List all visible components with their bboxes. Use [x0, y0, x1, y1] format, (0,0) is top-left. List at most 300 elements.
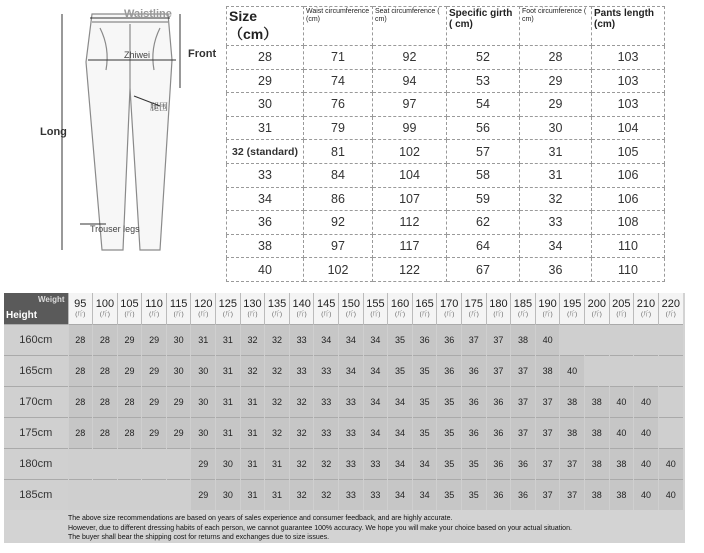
measure-cell: 79	[304, 116, 373, 140]
size-recommendation-cell: 28	[93, 325, 118, 356]
weight-header-cell	[609, 293, 634, 325]
size-recommendation-cell: 38	[560, 387, 585, 418]
size-recommendation-cell: 35	[388, 325, 413, 356]
size-recommendation-cell	[609, 325, 634, 356]
size-recommendation-cell: 32	[289, 449, 314, 480]
size-recommendation-cell: 33	[339, 418, 364, 449]
waist-header: Waist circumference (cm)	[304, 7, 373, 46]
measure-cell: 103	[592, 93, 665, 117]
measure-cell: 34	[520, 234, 592, 258]
size-recommendation-cell: 35	[437, 449, 462, 480]
size-row	[227, 69, 665, 93]
size-recommendation-cell	[560, 325, 585, 356]
size-recommendation-cell: 30	[191, 418, 216, 449]
weight-unit: (斤)	[517, 312, 528, 318]
weight-height-table	[4, 293, 683, 510]
height-label: 185cm	[4, 480, 68, 511]
size-recommendation-cell: 40	[634, 449, 659, 480]
size-recommendation-cell: 33	[339, 387, 364, 418]
size-cell: 32 (standard)	[227, 140, 304, 164]
size-recommendation-cell	[93, 449, 118, 480]
size-recommendation-cell	[142, 449, 167, 480]
weight-header-cell	[363, 293, 388, 325]
size-row	[227, 187, 665, 211]
size-recommendation-cell: 35	[412, 356, 437, 387]
size-recommendation-cell: 37	[560, 449, 585, 480]
size-recommendation-cell: 31	[216, 387, 241, 418]
size-recommendation-cell: 29	[191, 480, 216, 511]
size-row	[227, 258, 665, 282]
size-recommendation-cell: 31	[265, 449, 290, 480]
size-recommendation-cell: 32	[314, 480, 339, 511]
note-line: The buyer shall bear the shipping cost for returns and exchanges due to size issues.	[68, 534, 330, 541]
weight-unit: (斤)	[75, 312, 86, 318]
size-recommendation-cell: 29	[142, 418, 167, 449]
weight-value: 180	[489, 298, 508, 310]
measure-cell: 52	[447, 46, 520, 70]
measure-cell: 57	[447, 140, 520, 164]
size-recommendation-cell: 37	[535, 449, 560, 480]
weight-unit: (斤)	[222, 312, 233, 318]
size-recommendation-cell: 34	[339, 325, 364, 356]
measure-cell: 102	[304, 258, 373, 282]
weight-value: 110	[145, 298, 163, 310]
weight-unit: (斤)	[567, 312, 578, 318]
measure-cell: 29	[520, 93, 592, 117]
weight-unit: (斤)	[149, 312, 160, 318]
weight-unit: (斤)	[616, 312, 627, 318]
size-recommendation-cell	[117, 449, 142, 480]
size-recommendation-cell: 37	[511, 418, 536, 449]
measure-cell: 56	[447, 116, 520, 140]
weight-value: 100	[95, 298, 115, 310]
pants-diagram	[0, 0, 222, 270]
size-recommendation-cell: 28	[117, 387, 142, 418]
size-recommendation-cell: 36	[486, 480, 511, 511]
weight-value: 150	[341, 298, 360, 310]
weight-unit: (斤)	[419, 312, 430, 318]
measure-cell: 74	[304, 69, 373, 93]
weight-header-cell	[265, 293, 290, 325]
size-cell: 30	[227, 93, 304, 117]
size-recommendation-cell: 28	[68, 356, 93, 387]
size-recommendation-cell: 33	[314, 418, 339, 449]
size-recommendation-cell	[68, 449, 93, 480]
size-recommendation-cell	[142, 480, 167, 511]
measure-cell: 31	[520, 163, 592, 187]
height-row	[4, 418, 683, 449]
size-chart-table	[226, 6, 665, 282]
weight-header-cell	[166, 293, 191, 325]
size-cell: 40	[227, 258, 304, 282]
size-recommendation-cell: 38	[584, 387, 609, 418]
measure-cell: 106	[592, 187, 665, 211]
size-recommendation-cell: 29	[142, 356, 167, 387]
corner-weight-label: Weight	[37, 295, 65, 304]
size-recommendation-cell: 32	[265, 325, 290, 356]
size-recommendation-cell: 35	[462, 449, 487, 480]
weight-unit: (斤)	[272, 312, 283, 318]
size-recommendation-cell: 28	[68, 387, 93, 418]
measure-cell: 99	[373, 116, 447, 140]
size-recommendation-cell: 33	[289, 325, 314, 356]
size-cell: 29	[227, 69, 304, 93]
size-row	[227, 46, 665, 70]
weight-value: 125	[218, 298, 238, 310]
size-row	[227, 93, 665, 117]
measure-cell: 102	[373, 140, 447, 164]
size-recommendation-cell: 31	[191, 325, 216, 356]
weight-value: 160	[390, 298, 410, 310]
size-recommendation-cell: 31	[216, 356, 241, 387]
weight-value: 200	[587, 298, 606, 310]
pants-length-header: Pants length (cm)	[592, 7, 665, 46]
front-label: Front	[188, 48, 217, 60]
size-recommendation-cell: 32	[289, 418, 314, 449]
weight-unit: (斤)	[542, 312, 553, 318]
size-recommendation-cell: 29	[117, 356, 142, 387]
size-recommendation-cell: 30	[216, 449, 241, 480]
measure-cell: 106	[592, 163, 665, 187]
weight-value: 120	[194, 298, 213, 310]
size-recommendation-cell: 31	[216, 418, 241, 449]
size-recommendation-cell: 28	[93, 356, 118, 387]
size-recommendation-cell	[93, 480, 118, 511]
weight-value: 115	[169, 298, 188, 310]
size-recommendation-cell: 33	[314, 356, 339, 387]
weight-unit: (斤)	[173, 312, 184, 318]
size-recommendation-cell: 30	[166, 356, 191, 387]
measure-cell: 94	[373, 69, 447, 93]
size-recommendation-cell: 36	[437, 325, 462, 356]
size-recommendation-cell: 34	[363, 325, 388, 356]
weight-unit: (斤)	[99, 312, 110, 318]
size-recommendation-cell: 32	[289, 480, 314, 511]
weight-value: 95	[74, 298, 87, 310]
size-recommendation-cell: 34	[388, 387, 413, 418]
zhiwei-label: Zhiwei	[124, 50, 151, 60]
weight-header-cell	[388, 293, 413, 325]
size-recommendation-cell	[584, 325, 609, 356]
weight-value: 155	[366, 298, 385, 310]
size-recommendation-cell: 35	[462, 480, 487, 511]
size-cell: 36	[227, 211, 304, 235]
size-recommendation-cell: 29	[166, 387, 191, 418]
size-recommendation-cell: 34	[388, 449, 413, 480]
height-row	[4, 325, 683, 356]
size-recommendation-cell: 30	[191, 356, 216, 387]
size-recommendation-cell: 30	[216, 480, 241, 511]
weight-header-cell	[240, 293, 265, 325]
size-recommendation-cell	[166, 449, 191, 480]
note-line: However, due to different dressing habits of each person, we cannot guarantee 100% accuracy. We hope you will make your choice based on your actual situation.	[68, 524, 572, 532]
size-recommendation-cell: 31	[240, 387, 265, 418]
weight-unit: (斤)	[493, 312, 504, 318]
size-recommendation-cell: 36	[462, 356, 487, 387]
weight-value: 220	[661, 298, 680, 310]
measure-cell: 64	[447, 234, 520, 258]
measure-cell: 112	[373, 211, 447, 235]
size-recommendation-cell: 29	[142, 325, 167, 356]
long-label: Long	[40, 126, 67, 138]
measure-cell: 92	[373, 46, 447, 70]
weight-header-cell	[142, 293, 167, 325]
size-recommendation-cell: 28	[117, 418, 142, 449]
measure-cell: 62	[447, 211, 520, 235]
height-row	[4, 356, 683, 387]
size-recommendation-cell: 28	[68, 325, 93, 356]
measure-cell: 67	[447, 258, 520, 282]
size-recommendation-cell: 33	[339, 449, 364, 480]
size-recommendation-cell: 29	[142, 387, 167, 418]
size-recommendation-cell: 40	[658, 480, 683, 511]
size-recommendation-cell: 32	[240, 325, 265, 356]
measure-cell: 103	[592, 69, 665, 93]
weight-header-cell	[437, 293, 462, 325]
weight-value: 185	[513, 298, 533, 310]
size-recommendation-cell: 34	[314, 325, 339, 356]
size-recommendation-cell: 31	[240, 480, 265, 511]
weight-header-cell	[535, 293, 560, 325]
measure-cell: 59	[447, 187, 520, 211]
foot-header: Foot circumference ( cm)	[520, 7, 592, 46]
size-recommendation-cell: 36	[462, 418, 487, 449]
measure-cell: 31	[520, 140, 592, 164]
size-recommendation-cell: 40	[560, 356, 585, 387]
specific-girth-header: Specific girth ( cm)	[447, 7, 520, 46]
weight-value: 130	[243, 298, 262, 310]
size-recommendation-cell	[658, 325, 683, 356]
weight-header-cell	[68, 293, 93, 325]
size-recommendation-cell: 30	[191, 387, 216, 418]
size-recommendation-cell: 36	[511, 449, 536, 480]
weight-value: 210	[636, 298, 656, 310]
weight-value: 170	[440, 298, 459, 310]
size-recommendation-cell: 38	[584, 449, 609, 480]
measure-cell: 104	[592, 116, 665, 140]
weight-header-cell	[216, 293, 241, 325]
size-recommendation-cell: 34	[363, 387, 388, 418]
measure-cell: 81	[304, 140, 373, 164]
size-recommendation-cell	[68, 480, 93, 511]
size-recommendation-cell: 40	[535, 325, 560, 356]
size-recommendation-cell: 37	[511, 356, 536, 387]
measure-cell: 97	[373, 93, 447, 117]
size-recommendation-cell: 28	[93, 387, 118, 418]
measure-cell: 28	[520, 46, 592, 70]
size-recommendation-cell: 35	[437, 387, 462, 418]
size-cell: 33	[227, 163, 304, 187]
height-row	[4, 449, 683, 480]
weight-header-cell	[93, 293, 118, 325]
size-recommendation-cell: 38	[609, 480, 634, 511]
measure-cell: 54	[447, 93, 520, 117]
size-recommendation-cell: 36	[511, 480, 536, 511]
size-header: Size （cm）	[227, 7, 304, 46]
size-recommendation-cell: 34	[412, 480, 437, 511]
weight-unit: (斤)	[591, 312, 602, 318]
weight-header-cell	[412, 293, 437, 325]
size-row	[227, 211, 665, 235]
note-line: The above size recommendations are based on years of sales experience and consumer feedback, and are highly accurate.	[68, 515, 453, 522]
size-recommendation-cell: 36	[486, 418, 511, 449]
weight-header-cell	[511, 293, 536, 325]
size-recommendation-cell	[609, 356, 634, 387]
measure-cell: 84	[304, 163, 373, 187]
size-recommendation-cell: 32	[265, 387, 290, 418]
weight-unit: (斤)	[468, 312, 479, 318]
corner-cell	[4, 293, 68, 325]
size-recommendation-cell	[658, 418, 683, 449]
measure-cell: 92	[304, 211, 373, 235]
weight-unit: (斤)	[370, 312, 381, 318]
corner-height-label: Height	[6, 310, 38, 321]
size-recommendation-cell: 36	[412, 325, 437, 356]
size-recommendation-cell: 32	[240, 356, 265, 387]
measure-cell: 105	[592, 140, 665, 164]
size-recommendation-cell: 30	[166, 325, 191, 356]
measure-cell: 107	[373, 187, 447, 211]
weight-header-cell	[584, 293, 609, 325]
size-recommendation-cell	[658, 387, 683, 418]
size-recommendation-cell: 35	[388, 356, 413, 387]
weight-header-cell	[658, 293, 683, 325]
weight-header-cell	[339, 293, 364, 325]
size-recommendation-cell: 33	[289, 356, 314, 387]
size-recommendation-cell: 35	[437, 480, 462, 511]
size-row	[227, 234, 665, 258]
weight-value: 105	[120, 298, 139, 310]
weight-height-chart	[4, 293, 685, 543]
size-notes	[68, 514, 668, 543]
size-recommendation-cell: 40	[658, 449, 683, 480]
size-recommendation-cell: 34	[339, 356, 364, 387]
size-recommendation-cell: 32	[314, 449, 339, 480]
size-recommendation-cell: 33	[363, 449, 388, 480]
weight-unit: (斤)	[198, 312, 209, 318]
size-recommendation-cell	[634, 325, 659, 356]
size-cell: 38	[227, 234, 304, 258]
size-recommendation-cell: 37	[560, 480, 585, 511]
measure-cell: 53	[447, 69, 520, 93]
weight-value: 135	[267, 298, 287, 310]
measure-cell: 97	[304, 234, 373, 258]
height-row	[4, 480, 683, 511]
height-label: 180cm	[4, 449, 68, 480]
weight-header-row	[4, 293, 683, 325]
size-recommendation-cell: 35	[412, 418, 437, 449]
weight-header-cell	[314, 293, 339, 325]
size-cell: 34	[227, 187, 304, 211]
size-recommendation-cell: 38	[584, 418, 609, 449]
size-recommendation-cell	[584, 356, 609, 387]
size-recommendation-cell: 33	[339, 480, 364, 511]
size-recommendation-cell: 37	[535, 418, 560, 449]
size-recommendation-cell: 34	[388, 480, 413, 511]
weight-header-cell	[191, 293, 216, 325]
weight-unit: (斤)	[345, 312, 356, 318]
size-recommendation-cell: 36	[486, 387, 511, 418]
size-table-header-row	[227, 7, 665, 46]
height-label: 160cm	[4, 325, 68, 356]
weight-header-cell	[560, 293, 585, 325]
measure-cell: 29	[520, 69, 592, 93]
size-recommendation-cell: 37	[535, 480, 560, 511]
size-cell: 31	[227, 116, 304, 140]
size-recommendation-cell: 38	[535, 356, 560, 387]
size-recommendation-cell: 34	[363, 418, 388, 449]
size-recommendation-cell: 33	[314, 387, 339, 418]
size-recommendation-cell: 40	[634, 387, 659, 418]
size-recommendation-cell: 32	[265, 356, 290, 387]
size-cell: 28	[227, 46, 304, 70]
weight-header-cell	[486, 293, 511, 325]
size-recommendation-cell: 37	[486, 325, 511, 356]
size-recommendation-cell: 29	[117, 325, 142, 356]
size-recommendation-cell: 35	[412, 387, 437, 418]
seat-header: Seat circumference ( cm)	[373, 7, 447, 46]
size-recommendation-cell: 37	[535, 387, 560, 418]
size-recommendation-cell: 33	[363, 480, 388, 511]
size-recommendation-cell: 40	[609, 418, 634, 449]
weight-value: 145	[317, 298, 336, 310]
size-recommendation-cell: 36	[437, 356, 462, 387]
measure-cell: 110	[592, 234, 665, 258]
measure-cell: 71	[304, 46, 373, 70]
size-recommendation-cell: 40	[634, 480, 659, 511]
size-row	[227, 116, 665, 140]
measure-cell: 122	[373, 258, 447, 282]
size-recommendation-cell: 37	[511, 387, 536, 418]
size-recommendation-cell: 34	[412, 449, 437, 480]
size-recommendation-cell: 32	[289, 387, 314, 418]
measure-cell: 104	[373, 163, 447, 187]
size-recommendation-cell: 31	[216, 325, 241, 356]
size-recommendation-cell: 29	[166, 418, 191, 449]
weight-unit: (斤)	[321, 312, 332, 318]
height-label: 165cm	[4, 356, 68, 387]
size-recommendation-cell: 29	[191, 449, 216, 480]
trouser-legs-label: Trouser legs	[90, 224, 140, 234]
weight-value: 175	[464, 298, 483, 310]
size-recommendation-cell	[166, 480, 191, 511]
size-recommendation-cell: 31	[240, 449, 265, 480]
weight-header-cell	[117, 293, 142, 325]
size-recommendation-cell: 34	[388, 418, 413, 449]
height-row	[4, 387, 683, 418]
measure-cell: 86	[304, 187, 373, 211]
waistline-label: Waistline	[124, 8, 172, 20]
size-recommendation-cell: 28	[68, 418, 93, 449]
measure-cell: 117	[373, 234, 447, 258]
size-recommendation-cell: 31	[265, 480, 290, 511]
height-label: 175cm	[4, 418, 68, 449]
size-recommendation-cell: 35	[437, 418, 462, 449]
measure-cell: 110	[592, 258, 665, 282]
measure-cell: 76	[304, 93, 373, 117]
weight-unit: (斤)	[640, 312, 651, 318]
measure-cell: 30	[520, 116, 592, 140]
weight-value: 165	[415, 298, 434, 310]
weight-value: 205	[612, 298, 631, 310]
size-recommendation-cell: 38	[511, 325, 536, 356]
weight-unit: (斤)	[665, 312, 676, 318]
size-recommendation-cell: 40	[634, 418, 659, 449]
measure-cell: 32	[520, 187, 592, 211]
measure-cell: 58	[447, 163, 520, 187]
size-recommendation-cell: 40	[609, 387, 634, 418]
size-recommendation-cell: 28	[93, 418, 118, 449]
